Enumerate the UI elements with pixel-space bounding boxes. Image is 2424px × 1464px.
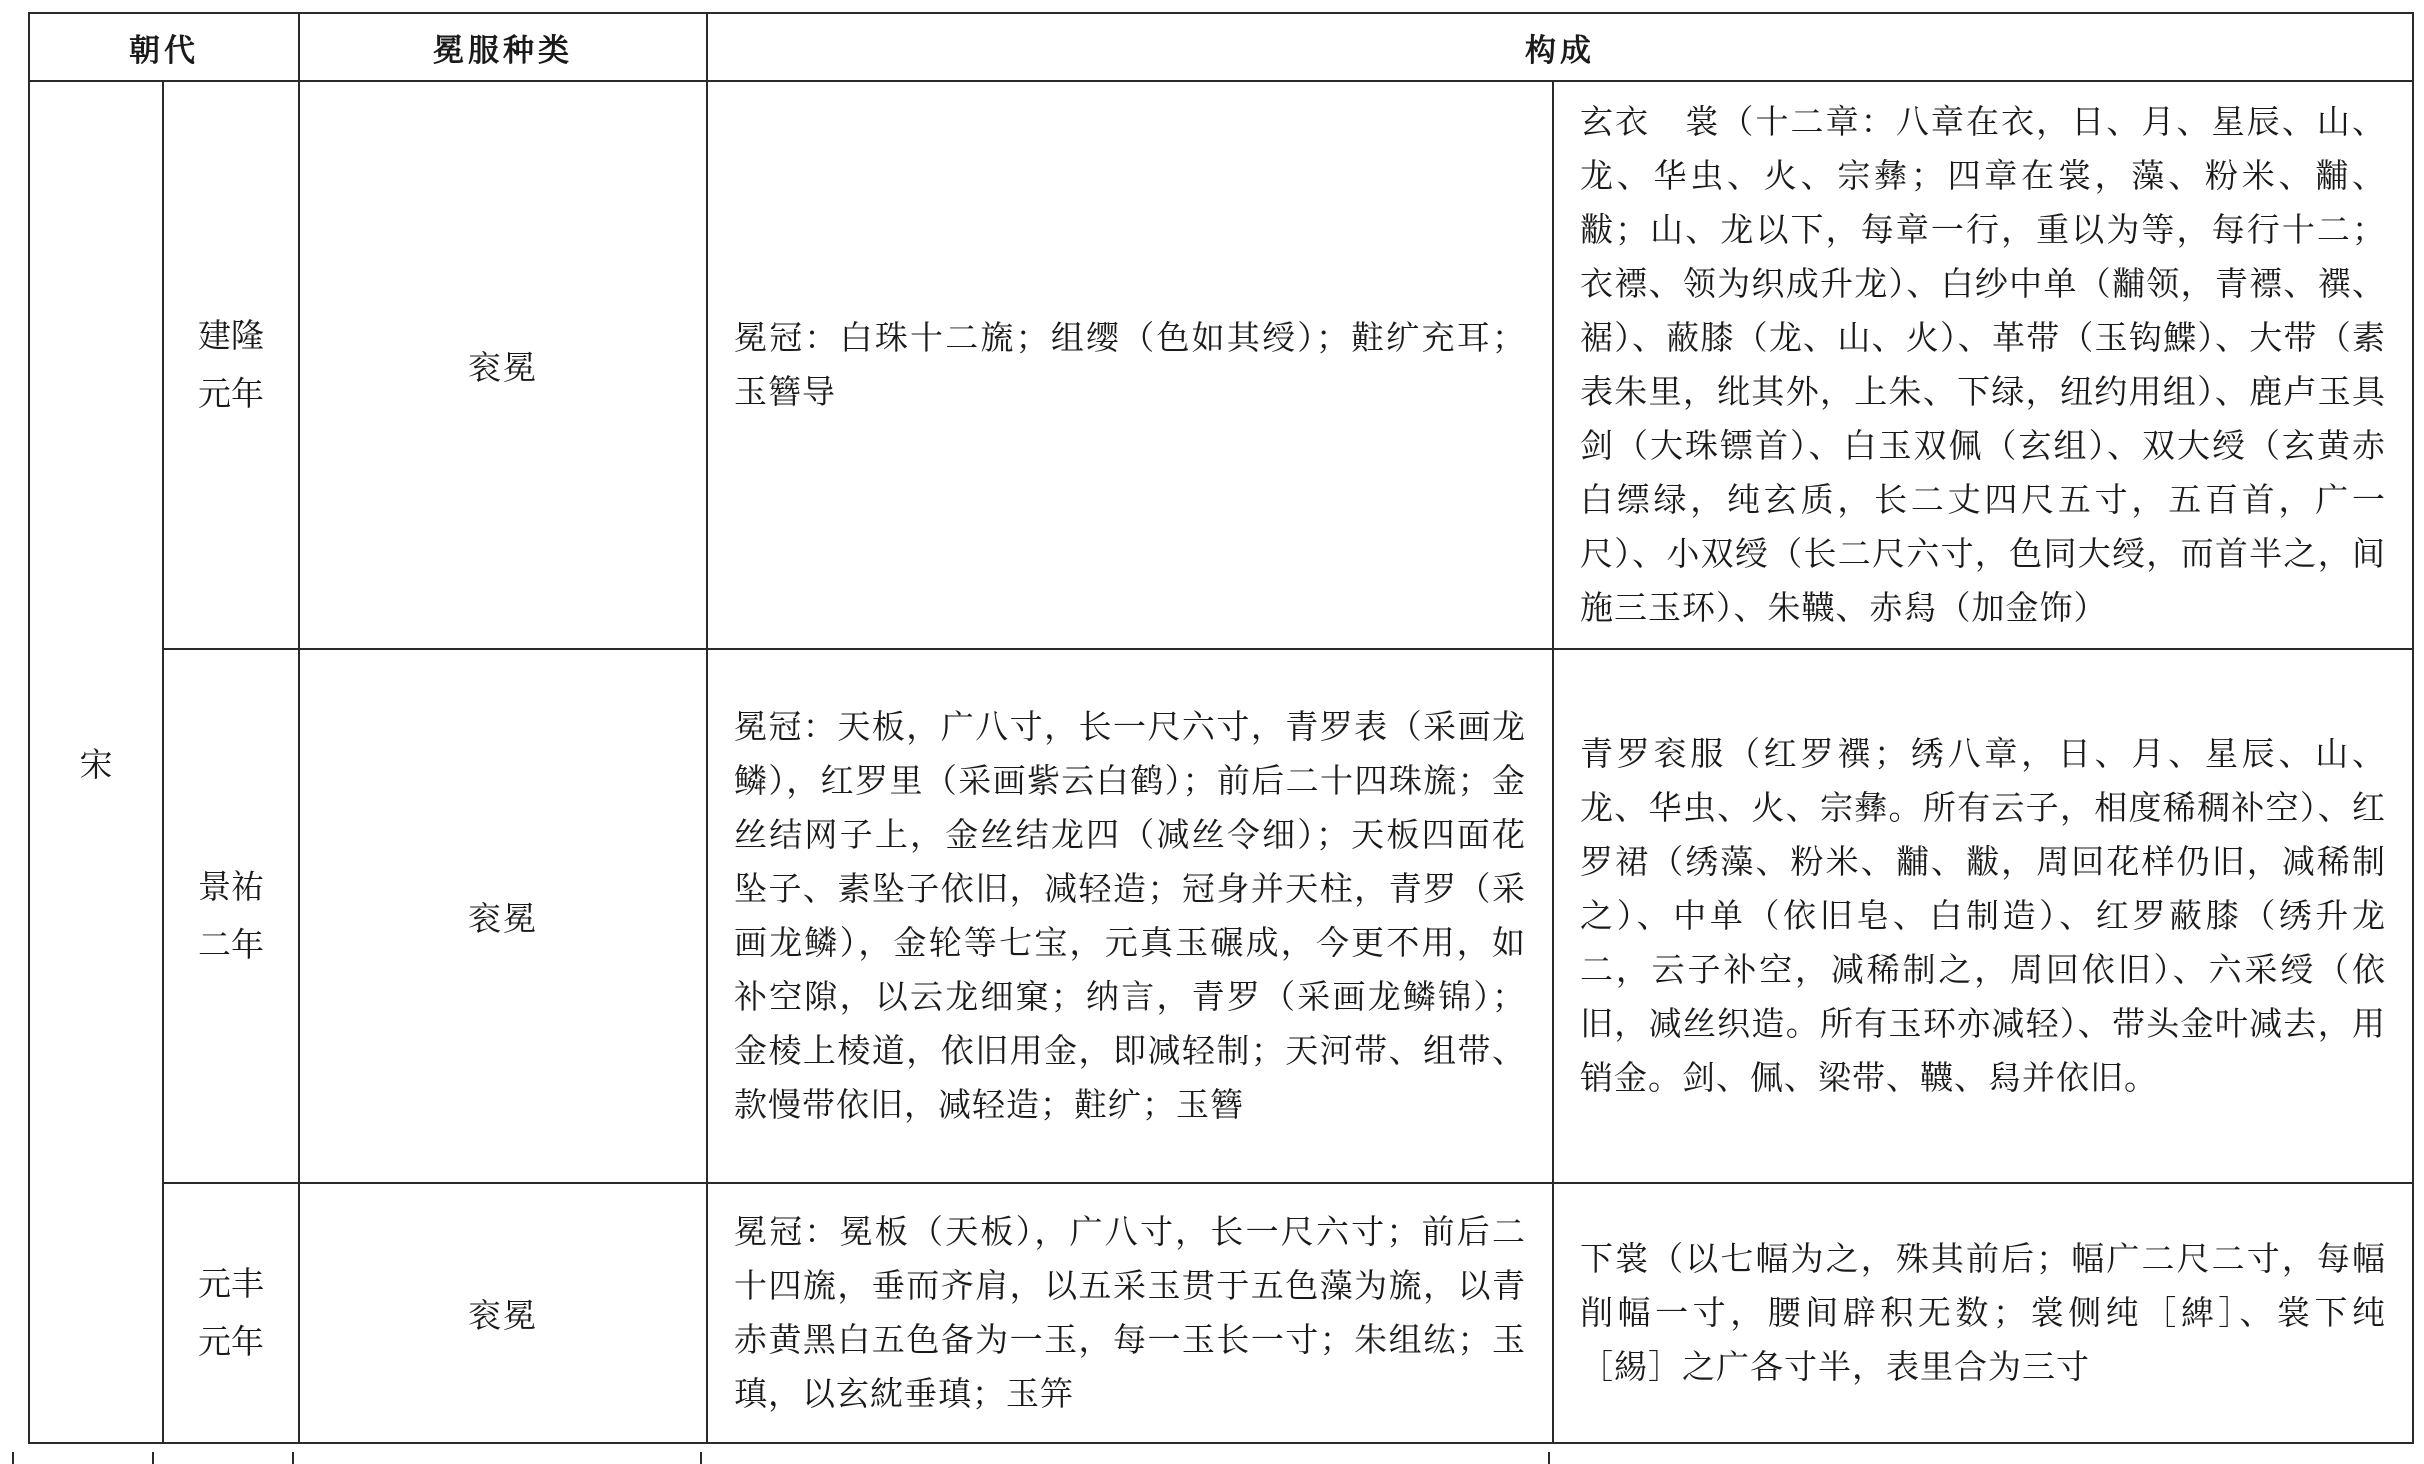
border-tick [700,1452,702,1464]
year-line: 元年 [198,374,264,413]
year-line: 元丰 [198,1264,264,1303]
crown-cell: 冕冠：冕板（天板），广八寸，长一尺六寸；前后二十四旒，垂而齐肩，以五采玉贯于五色藻为旒，以青赤黄黑白五色备为一玉，每一玉长一寸；朱组纮；玉瑱，以玄紞垂瑱；玉笄 [707,1183,1553,1443]
clothing-cell: 下裳（以七幅为之，殊其前后；幅广二尺二寸，每幅削幅一寸，腰间辟积无数；裳侧纯［綼］、裳下纯［緆］之广各寸半，表里合为三寸 [1553,1183,2413,1443]
border-tick [152,1452,154,1464]
year-cell [163,649,299,1183]
border-tick [292,1452,294,1464]
year-line: 元年 [198,1322,264,1361]
clothing-cell: 青罗衮服（红罗襈；绣八章，日、月、星辰、山、龙、华虫、火、宗彝。所有云子，相度稀稠补空）、红罗裙（绣藻、粉米、黼、黻，周回花样仍旧，减稀制之）、中单（依旧皂、白制造）、红罗蔽膝（绣升龙二，云子补空，减稀制之，周回依旧）、六采绶（依旧，减丝织造。所有玉环亦减轻）、带头金叶减去，用销金。剑、佩、梁带、韈、舄并依旧。 [1553,649,2413,1183]
kind-cell: 衮冕 [299,81,707,649]
clothing-cell: 玄衣 裳（十二章：八章在衣，日、月、星辰、山、龙、华虫、火、宗彝；四章在裳，藻、粉米、黼、黻；山、龙以下，每章一行，重以为等，每行十二；衣褾、领为织成升龙）、白纱中单（黼领，青褾、襈、裾）、蔽膝（龙、山、火）、革带（玉钩鰈）、大带（素表朱里，纰其外，上朱、下绿，纽约用组）、鹿卢玉具剑（大珠镖首）、白玉双佩（玄组）、双大绶（玄黄赤白缥绿，纯玄质，长二丈四尺五寸，五百首，广一尺）、小双绶（长二尺六寸，色同大绶，而首半之，间施三玉环）、朱韈、赤舄（加金饰） [1553,81,2413,649]
border-tick [1548,1452,1550,1464]
kind-cell: 衮冕 [299,649,707,1183]
table-row [29,81,2413,649]
continuation-ticks [0,1452,2424,1464]
header-composition: 构成 [707,13,2413,81]
header-row [29,13,2413,81]
table-row [29,1183,2413,1443]
year-line: 二年 [198,925,264,964]
border-tick [12,1452,14,1464]
table-row [29,649,2413,1183]
dynasty-mianfu-table [28,12,2414,1444]
year-line: 景祐 [198,867,264,906]
year-cell [163,1183,299,1443]
crown-cell: 冕冠：白珠十二旒；组缨（色如其绶）；黈纩充耳；玉簪导 [707,81,1553,649]
year-cell [163,81,299,649]
year-line: 建隆 [198,316,264,355]
kind-cell: 衮冕 [299,1183,707,1443]
crown-cell: 冕冠：天板，广八寸，长一尺六寸，青罗表（采画龙鳞），红罗里（采画紫云白鹤）；前后二十四珠旒；金丝结网子上，金丝结龙四（减丝令细）；天板四面花坠子、素坠子依旧，减轻造；冠身并天柱，青罗（采画龙鳞），金轮等七宝，元真玉碾成，今更不用，如补空隙，以云龙细窠；纳言，青罗（采画龙鳞锦）；金棱上棱道，依旧用金，即减轻制；天河带、组带、款慢带依旧，减轻造；黈纩；玉簪 [707,649,1553,1183]
dynasty-cell: 宋 [29,81,163,1443]
header-kind: 冕服种类 [299,13,707,81]
header-dynasty: 朝代 [29,13,299,81]
